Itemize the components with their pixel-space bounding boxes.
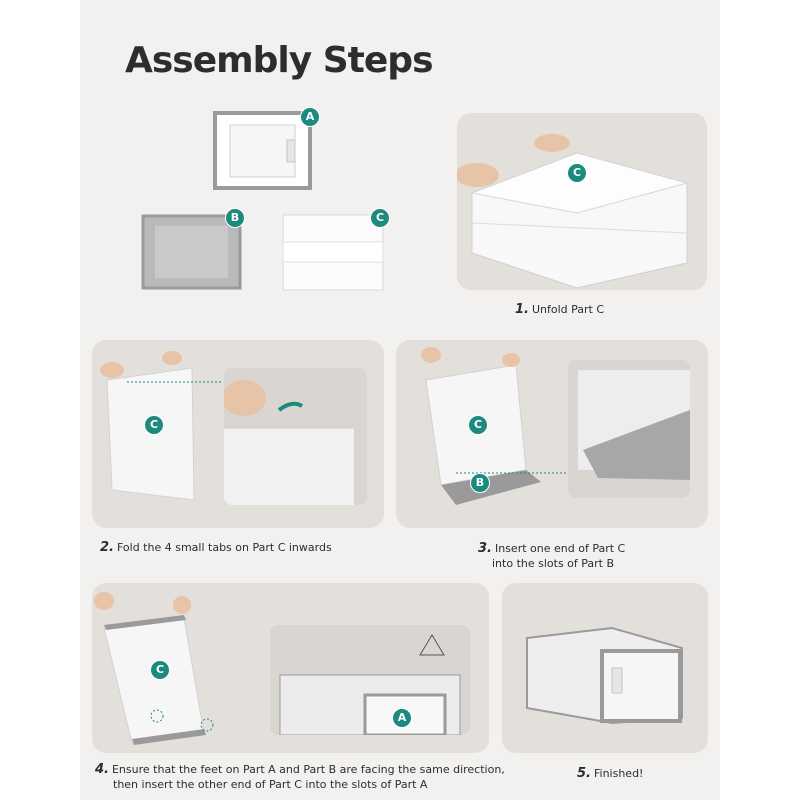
step-3-text-line-2: into the slots of Part B bbox=[492, 557, 615, 570]
step-5-caption bbox=[577, 766, 643, 781]
step-1-panel bbox=[457, 113, 707, 290]
step-3-part-c-badge: C bbox=[468, 415, 488, 435]
step-3-text-line-1: Insert one end of Part C bbox=[494, 542, 626, 555]
step-3-number: 3. bbox=[478, 541, 492, 556]
step-4-caption bbox=[95, 762, 505, 792]
step-3-caption bbox=[478, 541, 625, 571]
step-4-panel bbox=[92, 583, 489, 753]
step-2-text: Fold the 4 small tabs on Part C inwards bbox=[116, 541, 332, 554]
step-1-caption bbox=[515, 302, 604, 317]
step-2-part-c-badge: C bbox=[144, 415, 164, 435]
step-3-detail-inset bbox=[568, 360, 690, 498]
step-2-detail-inset bbox=[224, 368, 367, 505]
step-4-part-a-badge: A bbox=[392, 708, 412, 728]
step-5-number: 5. bbox=[577, 766, 591, 781]
warning-triangle-icon bbox=[420, 635, 444, 655]
step-5-text: Finished! bbox=[593, 767, 644, 780]
part-a-badge: A bbox=[300, 107, 320, 127]
step-1-part-c-badge: C bbox=[567, 163, 587, 183]
step-3-panel bbox=[396, 340, 708, 528]
part-b-badge: B bbox=[225, 208, 245, 228]
part-c-badge: C bbox=[370, 208, 390, 228]
step-5-panel bbox=[502, 583, 708, 753]
step-1-text: Unfold Part C bbox=[531, 303, 605, 316]
unfold-part-c-illustration bbox=[457, 113, 707, 290]
step-4-number: 4. bbox=[95, 762, 109, 777]
page-title: Assembly Steps bbox=[125, 40, 433, 81]
part-a-alignment-detail bbox=[270, 625, 470, 735]
finished-box-illustration bbox=[502, 583, 708, 753]
step-4-part-c-badge: C bbox=[150, 660, 170, 680]
step-2-number: 2. bbox=[100, 540, 114, 555]
slot-detail bbox=[568, 360, 690, 498]
step-4-text-line-1: Ensure that the feet on Part A and Part B are facing the same direction, bbox=[111, 763, 505, 776]
step-2-caption bbox=[100, 540, 332, 555]
step-4-detail-inset bbox=[270, 625, 470, 735]
step-3-part-b-badge: B bbox=[470, 473, 490, 493]
step-1-number: 1. bbox=[515, 302, 529, 317]
step-4-text-line-2: then insert the other end of Part C into the slots of Part A bbox=[113, 778, 428, 791]
tab-fold-detail bbox=[224, 368, 367, 505]
step-2-panel bbox=[92, 340, 384, 528]
